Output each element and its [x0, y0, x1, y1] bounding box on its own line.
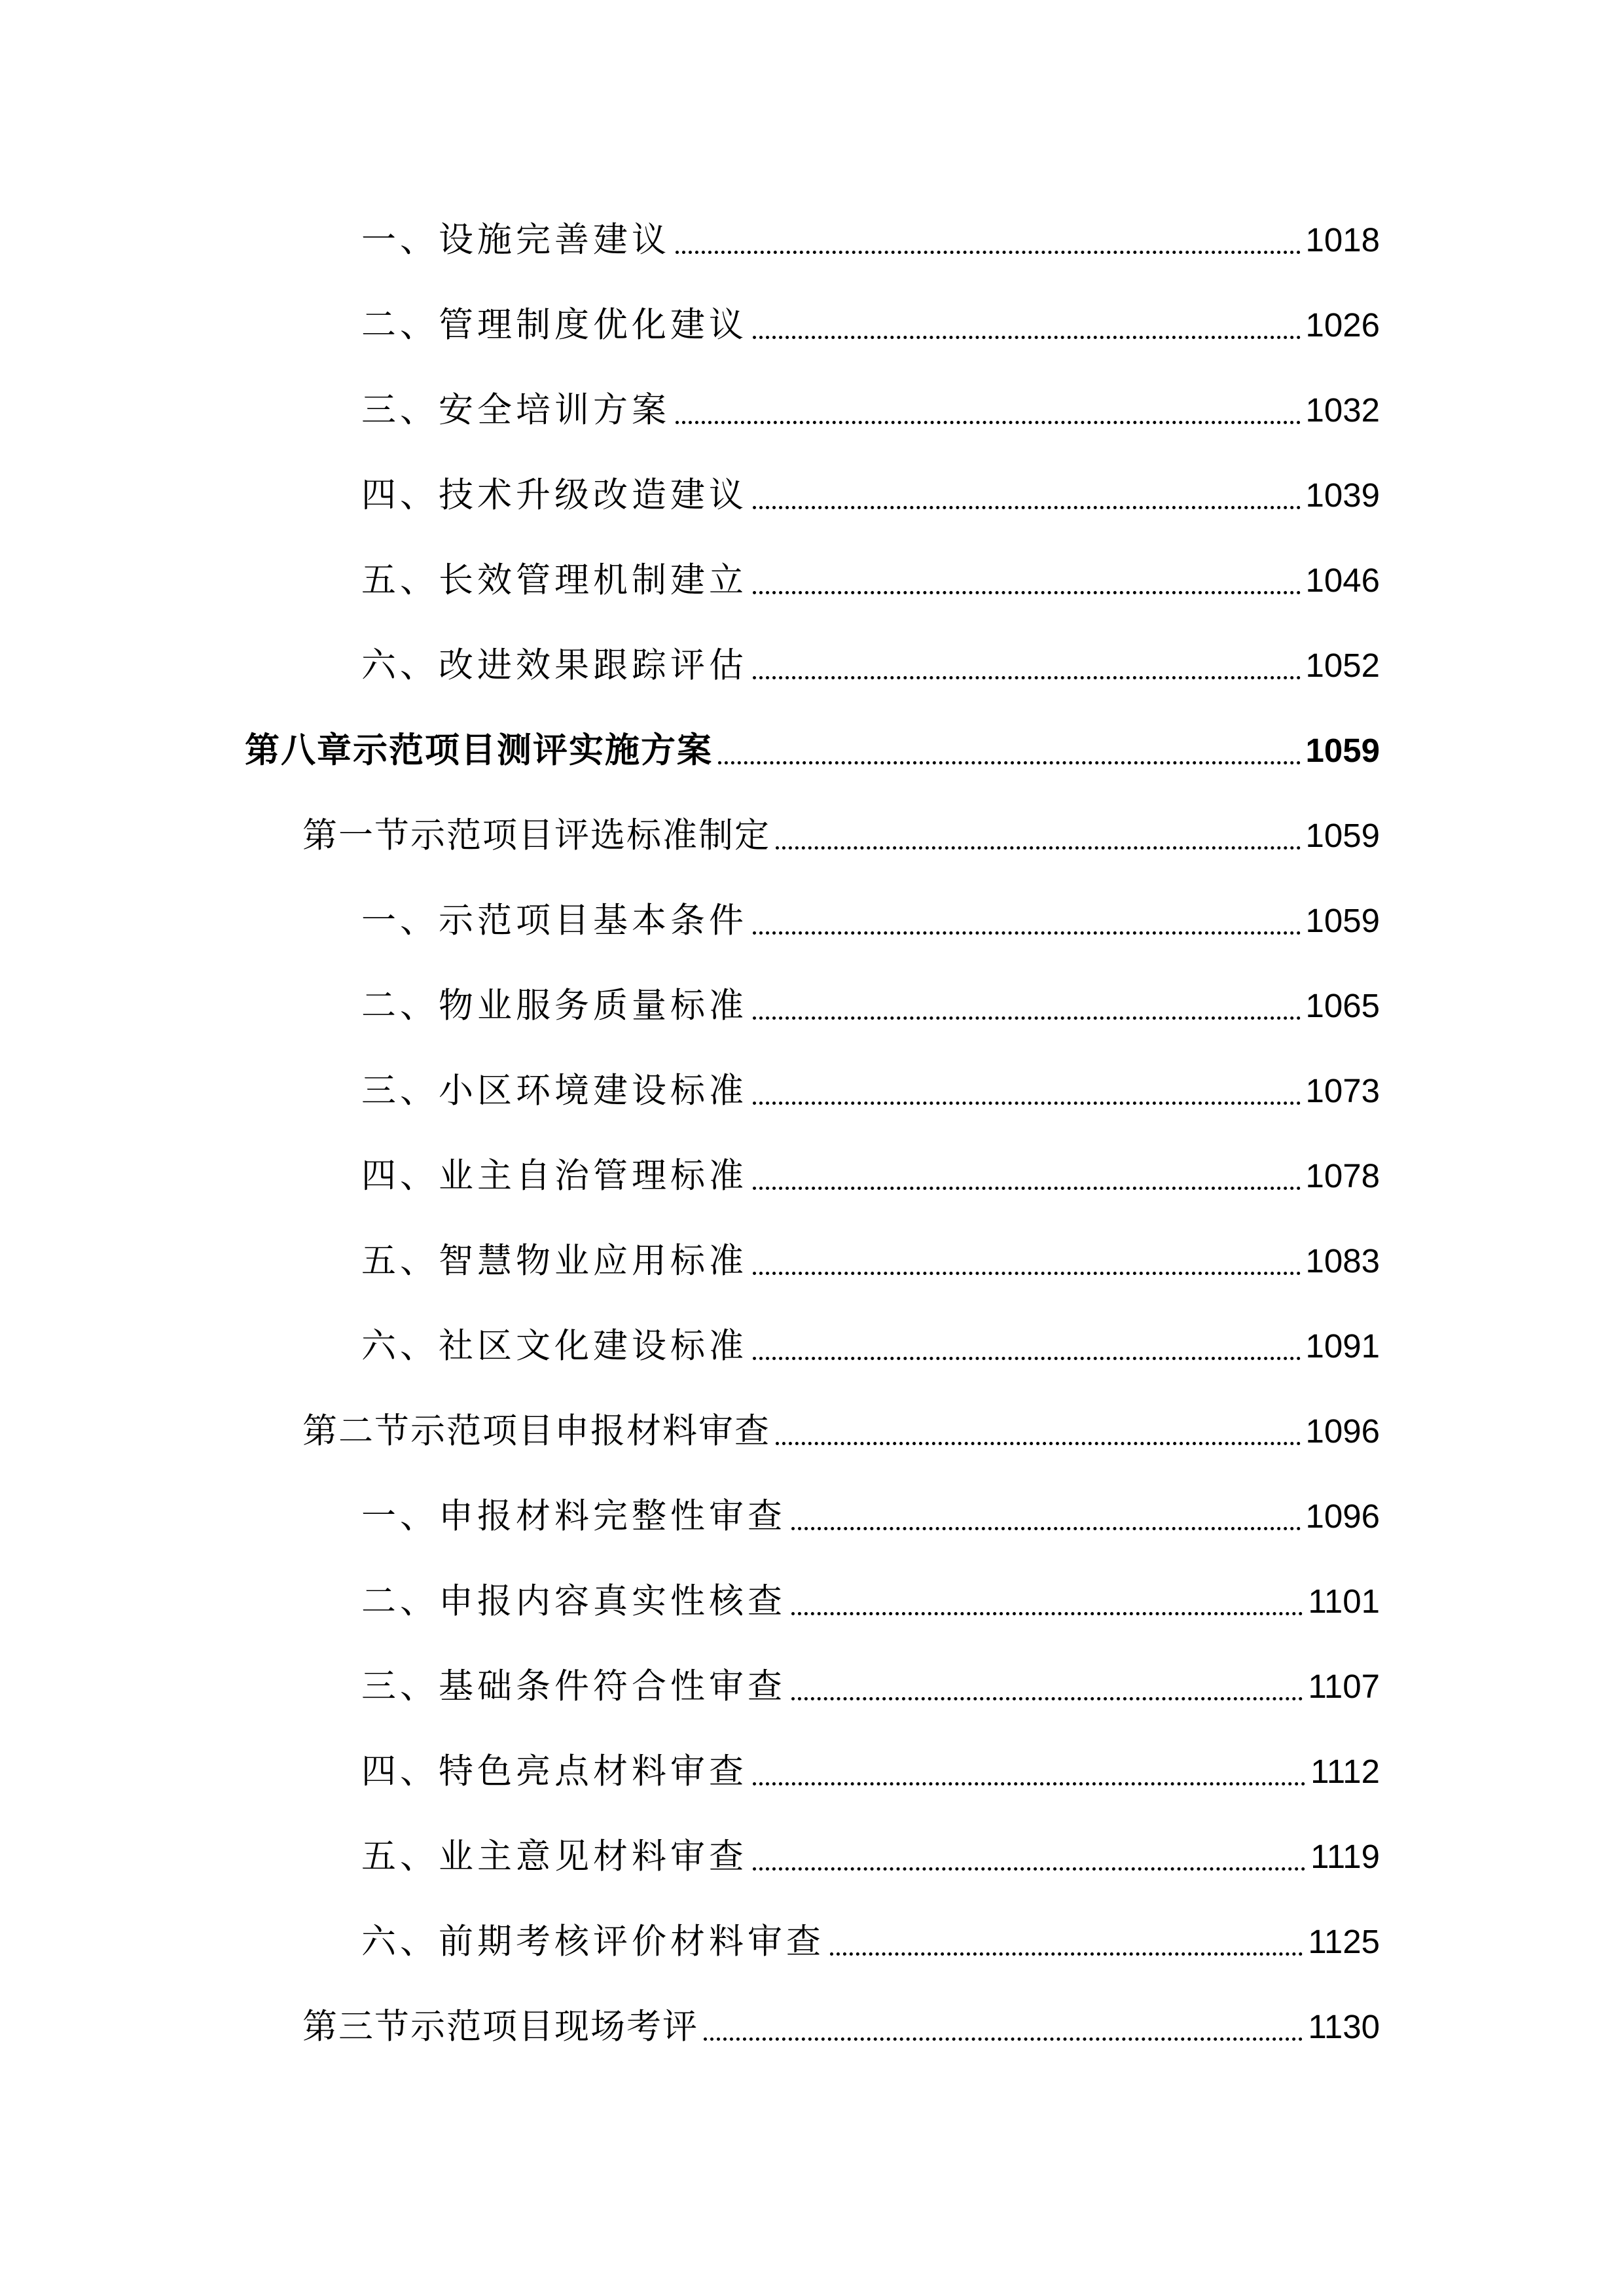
toc-entry-title: 第八章示范项目测评实施方案 [245, 730, 713, 770]
toc-dot-leader [704, 2037, 1303, 2041]
toc-entry-page-number: 1059 [1305, 817, 1380, 854]
toc-section-entry[interactable] [302, 1402, 1380, 1461]
toc-dot-leader [776, 1442, 1301, 1445]
toc-entry-page-number: 1125 [1308, 1923, 1380, 1960]
toc-entry-page-number: 1059 [1305, 732, 1380, 769]
toc-dot-leader [753, 1187, 1301, 1190]
toc-entry-page-number: 1065 [1305, 987, 1380, 1024]
toc-dot-leader [676, 421, 1301, 424]
toc-subsection-entry[interactable] [361, 977, 1380, 1035]
toc-entry-title: 一、申报材料完整性审查 [361, 1496, 786, 1536]
toc-entry-title: 二、管理制度优化建议 [361, 305, 748, 345]
toc-dot-leader [753, 1272, 1301, 1275]
toc-subsection-entry[interactable] [361, 1062, 1380, 1121]
toc-subsection-entry[interactable] [361, 1912, 1380, 1971]
toc-entry-title: 三、安全培训方案 [361, 390, 670, 430]
toc-dot-leader [791, 1612, 1303, 1615]
toc-entry-title: 五、智慧物业应用标准 [361, 1241, 748, 1281]
toc-entry-page-number: 1096 [1305, 1498, 1380, 1535]
toc-entry-page-number: 1052 [1305, 647, 1380, 684]
toc-entry-title: 四、业主自治管理标准 [361, 1156, 748, 1196]
toc-subsection-entry[interactable] [361, 466, 1380, 525]
toc-section-entry[interactable] [302, 1998, 1380, 2056]
toc-subsection-entry[interactable] [361, 1232, 1380, 1291]
toc-entry-page-number: 1083 [1305, 1242, 1380, 1280]
toc-entry-page-number: 1073 [1305, 1072, 1380, 1109]
toc-entry-title: 五、业主意见材料审查 [361, 1837, 748, 1876]
toc-entry-title: 第一节示范项目评选标准制定 [302, 816, 770, 855]
toc-entry-title: 一、示范项目基本条件 [361, 901, 748, 941]
toc-subsection-entry[interactable] [361, 636, 1380, 695]
toc-entry-title: 四、技术升级改造建议 [361, 475, 748, 515]
toc-dot-leader [753, 1782, 1305, 1785]
toc-subsection-entry[interactable] [361, 1742, 1380, 1801]
toc-dot-leader [753, 1867, 1305, 1871]
toc-dot-leader [753, 676, 1301, 679]
toc-dot-leader [753, 1102, 1301, 1105]
toc-entry-page-number: 1119 [1310, 1838, 1380, 1875]
toc-subsection-entry[interactable] [361, 1657, 1380, 1716]
toc-entry-page-number: 1032 [1305, 391, 1380, 429]
toc-entry-page-number: 1018 [1305, 221, 1380, 259]
toc-subsection-entry[interactable] [361, 551, 1380, 610]
toc-chapter-entry[interactable] [245, 721, 1380, 780]
toc-entry-title: 三、小区环境建设标准 [361, 1071, 748, 1111]
toc-entry-title: 六、社区文化建设标准 [361, 1326, 748, 1366]
toc-dot-leader [718, 761, 1301, 764]
toc-dot-leader [676, 251, 1301, 254]
toc-entry-title: 一、设施完善建议 [361, 220, 670, 260]
toc-entry-title: 第三节示范项目现场考评 [302, 2007, 698, 2047]
toc-dot-leader [753, 931, 1301, 935]
toc-entry-title: 五、长效管理机制建立 [361, 560, 748, 600]
toc-subsection-entry[interactable] [361, 211, 1380, 270]
toc-subsection-entry[interactable] [361, 1147, 1380, 1206]
toc-entry-title: 四、特色亮点材料审查 [361, 1751, 748, 1791]
toc-entry-page-number: 1112 [1310, 1753, 1380, 1790]
toc-subsection-entry[interactable] [361, 1317, 1380, 1376]
toc-entry-title: 三、基础条件符合性审查 [361, 1666, 786, 1706]
toc-subsection-entry[interactable] [361, 1572, 1380, 1631]
toc-dot-leader [753, 1357, 1301, 1360]
toc-subsection-entry[interactable] [361, 381, 1380, 440]
toc-subsection-entry[interactable] [361, 891, 1380, 950]
toc-entry-page-number: 1107 [1308, 1668, 1380, 1705]
toc-entry-page-number: 1096 [1305, 1412, 1380, 1450]
toc-entry-page-number: 1059 [1305, 902, 1380, 939]
toc-entry-title: 二、物业服务质量标准 [361, 986, 748, 1026]
toc-dot-leader [791, 1527, 1301, 1530]
toc-entry-page-number: 1046 [1305, 562, 1380, 599]
toc-entry-page-number: 1101 [1308, 1583, 1380, 1620]
toc-entry-title: 六、前期考核评价材料审查 [361, 1922, 825, 1962]
toc-subsection-entry[interactable] [361, 296, 1380, 355]
toc-dot-leader [830, 1952, 1303, 1956]
toc-dot-leader [753, 1016, 1301, 1020]
toc-dot-leader [753, 336, 1301, 339]
toc-entry-page-number: 1130 [1308, 2008, 1380, 2045]
toc-dot-leader [753, 506, 1301, 509]
toc-section-entry[interactable] [302, 806, 1380, 865]
toc-entry-title: 六、改进效果跟踪评估 [361, 645, 748, 685]
toc-dot-leader [791, 1697, 1303, 1700]
toc-subsection-entry[interactable] [361, 1827, 1380, 1886]
toc-entry-page-number: 1078 [1305, 1157, 1380, 1194]
toc-entry-page-number: 1091 [1305, 1327, 1380, 1365]
toc-entry-title: 二、申报内容真实性核查 [361, 1581, 786, 1621]
toc-dot-leader [776, 846, 1301, 850]
toc-entry-page-number: 1026 [1305, 306, 1380, 344]
toc-entry-page-number: 1039 [1305, 476, 1380, 514]
toc-entry-title: 第二节示范项目申报材料审查 [302, 1411, 770, 1451]
toc-dot-leader [753, 591, 1301, 594]
toc-subsection-entry[interactable] [361, 1487, 1380, 1546]
